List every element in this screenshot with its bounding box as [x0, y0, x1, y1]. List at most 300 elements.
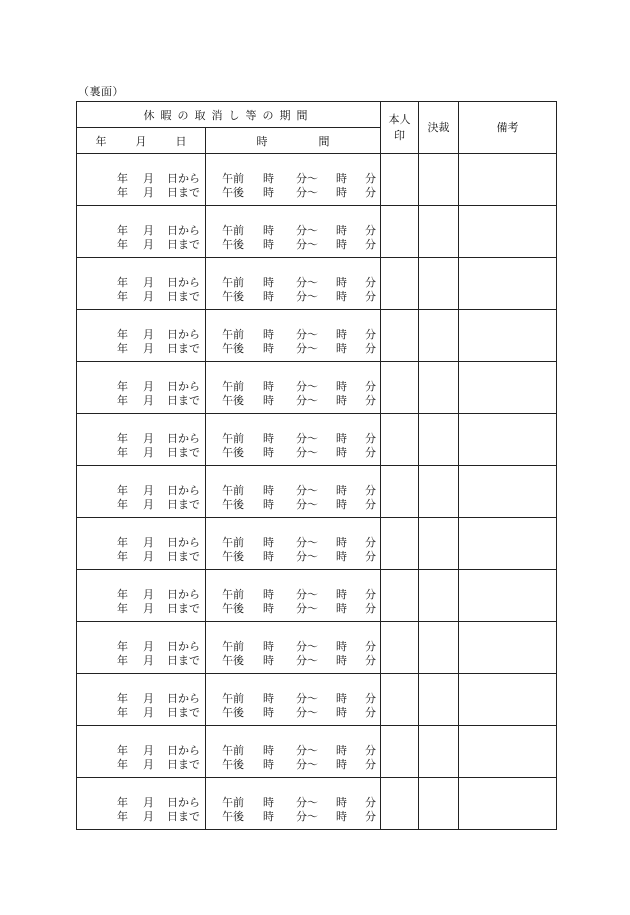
hour-label: 時	[263, 341, 274, 355]
year-label: 年	[117, 223, 128, 237]
minute-label: 分	[365, 445, 376, 459]
hour-label: 時	[336, 171, 347, 185]
minute-label: 分	[365, 393, 376, 407]
minute-tilde-label: 分～	[296, 431, 318, 445]
biko-cell[interactable]	[459, 206, 557, 258]
date-cell	[77, 674, 206, 726]
day-to-label: 日まで	[167, 185, 200, 199]
biko-cell[interactable]	[459, 154, 557, 206]
year-label: 年	[117, 171, 128, 185]
minute-label: 分	[365, 237, 376, 251]
hour-label: 時	[336, 795, 347, 809]
minute-tilde-label: 分～	[296, 757, 318, 771]
day-from-label: 日から	[167, 483, 200, 497]
hour-label: 時	[336, 223, 347, 237]
month-label: 月	[143, 743, 154, 757]
month-label: 月	[143, 171, 154, 185]
month-label: 月	[143, 587, 154, 601]
time-cell	[206, 778, 381, 830]
honnin-in-cell[interactable]	[381, 622, 419, 674]
minute-tilde-label: 分～	[296, 237, 318, 251]
hour-label: 時	[263, 223, 274, 237]
minute-label: 分	[365, 809, 376, 823]
day-from-label: 日から	[167, 171, 200, 185]
honnin-in-cell[interactable]	[381, 206, 419, 258]
hour-label: 時	[336, 445, 347, 459]
pm-label: 午後	[222, 601, 244, 615]
month-label: 月	[143, 483, 154, 497]
date-cell	[77, 466, 206, 518]
am-label: 午前	[222, 483, 244, 497]
hour-label: 時	[336, 237, 347, 251]
day-from-label: 日から	[167, 795, 200, 809]
year-label: 年	[117, 185, 128, 199]
kessai-cell[interactable]	[419, 674, 459, 726]
minute-tilde-label: 分～	[296, 497, 318, 511]
day-to-label: 日まで	[167, 445, 200, 459]
am-label: 午前	[222, 275, 244, 289]
am-label: 午前	[222, 587, 244, 601]
minute-label: 分	[365, 639, 376, 653]
time-cell	[206, 570, 381, 622]
day-from-label: 日から	[167, 223, 200, 237]
minute-tilde-label: 分～	[296, 327, 318, 341]
minute-label: 分	[365, 705, 376, 719]
pm-label: 午後	[222, 705, 244, 719]
honnin-in-cell[interactable]	[381, 466, 419, 518]
hour-label: 時	[336, 691, 347, 705]
day-from-label: 日から	[167, 691, 200, 705]
minute-label: 分	[365, 289, 376, 303]
hour-label: 時	[263, 445, 274, 459]
table-row	[77, 362, 557, 414]
kessai-cell[interactable]	[419, 362, 459, 414]
time-cell	[206, 414, 381, 466]
year-label: 年	[117, 757, 128, 771]
minute-label: 分	[365, 327, 376, 341]
am-label: 午前	[222, 743, 244, 757]
minute-label: 分	[365, 483, 376, 497]
minute-tilde-label: 分～	[296, 171, 318, 185]
hour-label: 時	[263, 327, 274, 341]
honnin-in-cell[interactable]	[381, 258, 419, 310]
hour-label: 時	[263, 757, 274, 771]
am-label: 午前	[222, 639, 244, 653]
table-row	[77, 206, 557, 258]
day-to-label: 日まで	[167, 653, 200, 667]
minute-tilde-label: 分～	[296, 601, 318, 615]
minute-tilde-label: 分～	[296, 809, 318, 823]
hour-label: 時	[263, 431, 274, 445]
time-cell	[206, 362, 381, 414]
hour-label: 時	[336, 639, 347, 653]
honnin-in-cell[interactable]	[381, 726, 419, 778]
time-col-header	[206, 128, 381, 154]
month-label: 月	[143, 795, 154, 809]
time-cell	[206, 622, 381, 674]
hour-label: 時	[263, 639, 274, 653]
honnin-in-cell[interactable]	[381, 154, 419, 206]
minute-label: 分	[365, 223, 376, 237]
biko-cell[interactable]	[459, 466, 557, 518]
minute-label: 分	[365, 379, 376, 393]
date-cell	[77, 778, 206, 830]
pm-label: 午後	[222, 653, 244, 667]
pm-label: 午後	[222, 185, 244, 199]
year-label: 年	[117, 587, 128, 601]
minute-tilde-label: 分～	[296, 289, 318, 303]
hour-label: 時	[263, 549, 274, 563]
pm-label: 午後	[222, 497, 244, 511]
pm-label: 午後	[222, 809, 244, 823]
day-to-label: 日まで	[167, 237, 200, 251]
kan-label: 間	[318, 134, 330, 148]
leave-cancellation-table	[76, 101, 557, 830]
minute-label: 分	[365, 691, 376, 705]
minute-tilde-label: 分～	[296, 535, 318, 549]
pm-label: 午後	[222, 445, 244, 459]
honnin-in-cell[interactable]	[381, 518, 419, 570]
hour-label: 時	[263, 653, 274, 667]
day-from-label: 日から	[167, 275, 200, 289]
day-to-label: 日まで	[167, 497, 200, 511]
hour-label: 時	[263, 483, 274, 497]
year-label: 年	[117, 327, 128, 341]
hour-label: 時	[263, 171, 274, 185]
minute-label: 分	[365, 549, 376, 563]
biko-cell[interactable]	[459, 726, 557, 778]
year-label: 年	[117, 601, 128, 615]
hour-label: 時	[336, 341, 347, 355]
day-from-label: 日から	[167, 587, 200, 601]
day-to-label: 日まで	[167, 393, 200, 407]
kessai-cell[interactable]	[419, 154, 459, 206]
date-cell	[77, 414, 206, 466]
biko-cell[interactable]	[459, 362, 557, 414]
hour-label: 時	[336, 431, 347, 445]
am-label: 午前	[222, 691, 244, 705]
hour-label: 時	[336, 743, 347, 757]
hour-label: 時	[336, 587, 347, 601]
day-to-label: 日まで	[167, 289, 200, 303]
hour-label: 時	[336, 379, 347, 393]
date-col-header	[77, 128, 206, 154]
biko-cell[interactable]	[459, 622, 557, 674]
year-label: 年	[117, 483, 128, 497]
year-label: 年	[117, 535, 128, 549]
honnin-in-cell[interactable]	[381, 362, 419, 414]
year-label: 年	[117, 639, 128, 653]
day-from-label: 日から	[167, 639, 200, 653]
hour-label: 時	[263, 587, 274, 601]
biko-cell[interactable]	[459, 570, 557, 622]
hour-label: 時	[263, 275, 274, 289]
tsuki-label: 月	[135, 134, 147, 148]
month-label: 月	[143, 327, 154, 341]
am-label: 午前	[222, 431, 244, 445]
am-label: 午前	[222, 327, 244, 341]
minute-label: 分	[365, 587, 376, 601]
minute-tilde-label: 分～	[296, 379, 318, 393]
minute-label: 分	[365, 601, 376, 615]
kessai-cell[interactable]	[419, 726, 459, 778]
time-cell	[206, 258, 381, 310]
date-cell	[77, 310, 206, 362]
month-label: 月	[143, 691, 154, 705]
biko-cell[interactable]	[459, 674, 557, 726]
day-to-label: 日まで	[167, 601, 200, 615]
in-label: 印	[394, 128, 405, 142]
biko-header: 備考	[459, 102, 557, 154]
day-to-label: 日まで	[167, 341, 200, 355]
hour-label: 時	[336, 535, 347, 549]
table-row	[77, 778, 557, 830]
pm-label: 午後	[222, 757, 244, 771]
time-cell	[206, 206, 381, 258]
minute-label: 分	[365, 185, 376, 199]
hour-label: 時	[336, 809, 347, 823]
hour-label: 時	[336, 653, 347, 667]
year-label: 年	[117, 237, 128, 251]
date-cell	[77, 726, 206, 778]
hour-label: 時	[263, 601, 274, 615]
biko-cell[interactable]	[459, 414, 557, 466]
year-label: 年	[117, 691, 128, 705]
year-label: 年	[117, 341, 128, 355]
table-row	[77, 570, 557, 622]
year-label: 年	[117, 705, 128, 719]
year-label: 年	[117, 393, 128, 407]
table-row	[77, 622, 557, 674]
minute-tilde-label: 分～	[296, 743, 318, 757]
kessai-cell[interactable]	[419, 466, 459, 518]
hour-label: 時	[263, 185, 274, 199]
month-label: 月	[143, 393, 154, 407]
hour-label: 時	[263, 743, 274, 757]
hour-label: 時	[263, 237, 274, 251]
time-cell	[206, 154, 381, 206]
day-from-label: 日から	[167, 743, 200, 757]
biko-cell[interactable]	[459, 258, 557, 310]
month-label: 月	[143, 639, 154, 653]
hour-label: 時	[336, 327, 347, 341]
honnin-in-cell[interactable]	[381, 310, 419, 362]
month-label: 月	[143, 535, 154, 549]
day-to-label: 日まで	[167, 549, 200, 563]
year-label: 年	[117, 743, 128, 757]
kessai-cell[interactable]	[419, 310, 459, 362]
hour-label: 時	[263, 535, 274, 549]
day-from-label: 日から	[167, 327, 200, 341]
pm-label: 午後	[222, 237, 244, 251]
minute-label: 分	[365, 757, 376, 771]
time-cell	[206, 466, 381, 518]
hour-label: 時	[263, 289, 274, 303]
pm-label: 午後	[222, 289, 244, 303]
honnin-in-cell[interactable]	[381, 674, 419, 726]
day-to-label: 日まで	[167, 809, 200, 823]
time-cell	[206, 310, 381, 362]
kessai-cell[interactable]	[419, 414, 459, 466]
minute-label: 分	[365, 795, 376, 809]
hour-label: 時	[263, 393, 274, 407]
pm-label: 午後	[222, 393, 244, 407]
minute-label: 分	[365, 743, 376, 757]
minute-label: 分	[365, 535, 376, 549]
minute-tilde-label: 分～	[296, 653, 318, 667]
kessai-cell[interactable]	[419, 518, 459, 570]
year-label: 年	[117, 653, 128, 667]
day-to-label: 日まで	[167, 705, 200, 719]
month-label: 月	[143, 275, 154, 289]
kessai-cell[interactable]	[419, 206, 459, 258]
pm-label: 午後	[222, 549, 244, 563]
day-from-label: 日から	[167, 379, 200, 393]
table-row	[77, 310, 557, 362]
hour-label: 時	[336, 483, 347, 497]
day-from-label: 日から	[167, 431, 200, 445]
time-cell	[206, 726, 381, 778]
year-label: 年	[117, 445, 128, 459]
minute-tilde-label: 分～	[296, 393, 318, 407]
kessai-cell[interactable]	[419, 622, 459, 674]
table-row	[77, 726, 557, 778]
hour-label: 時	[263, 691, 274, 705]
table-row	[77, 154, 557, 206]
honnin-label: 本人	[388, 112, 411, 126]
month-label: 月	[143, 237, 154, 251]
minute-label: 分	[365, 341, 376, 355]
month-label: 月	[143, 705, 154, 719]
am-label: 午前	[222, 535, 244, 549]
minute-tilde-label: 分～	[296, 341, 318, 355]
minute-label: 分	[365, 431, 376, 445]
table-row	[77, 258, 557, 310]
kessai-cell[interactable]	[419, 570, 459, 622]
hour-label: 時	[336, 275, 347, 289]
table-row	[77, 518, 557, 570]
hi-label: 日	[175, 134, 187, 148]
hour-label: 時	[336, 757, 347, 771]
hour-label: 時	[336, 185, 347, 199]
month-label: 月	[143, 223, 154, 237]
minute-tilde-label: 分～	[296, 795, 318, 809]
minute-label: 分	[365, 275, 376, 289]
kessai-cell[interactable]	[419, 778, 459, 830]
nen-label: 年	[95, 134, 107, 148]
date-cell	[77, 206, 206, 258]
month-label: 月	[143, 757, 154, 771]
minute-tilde-label: 分～	[296, 483, 318, 497]
hour-label: 時	[336, 705, 347, 719]
minute-label: 分	[365, 171, 376, 185]
year-label: 年	[117, 497, 128, 511]
table-row	[77, 466, 557, 518]
am-label: 午前	[222, 795, 244, 809]
table-row	[77, 414, 557, 466]
month-label: 月	[143, 549, 154, 563]
minute-tilde-label: 分～	[296, 705, 318, 719]
hour-label: 時	[336, 549, 347, 563]
hour-label: 時	[336, 393, 347, 407]
biko-cell[interactable]	[459, 518, 557, 570]
year-label: 年	[117, 431, 128, 445]
day-to-label: 日まで	[167, 757, 200, 771]
month-label: 月	[143, 431, 154, 445]
kessai-header: 決裁	[419, 102, 459, 154]
minute-tilde-label: 分～	[296, 549, 318, 563]
month-label: 月	[143, 445, 154, 459]
honnin-in-cell[interactable]	[381, 414, 419, 466]
day-from-label: 日から	[167, 535, 200, 549]
minute-tilde-label: 分～	[296, 275, 318, 289]
hour-label: 時	[263, 809, 274, 823]
period-header: 休暇の取消し等の期間	[77, 102, 381, 128]
minute-tilde-label: 分～	[296, 223, 318, 237]
minute-tilde-label: 分～	[296, 691, 318, 705]
hour-label: 時	[336, 497, 347, 511]
date-cell	[77, 362, 206, 414]
month-label: 月	[143, 653, 154, 667]
honnin-in-header	[381, 102, 419, 154]
month-label: 月	[143, 809, 154, 823]
honnin-in-cell[interactable]	[381, 570, 419, 622]
kessai-cell[interactable]	[419, 258, 459, 310]
minute-tilde-label: 分～	[296, 445, 318, 459]
hour-label: 時	[263, 379, 274, 393]
year-label: 年	[117, 809, 128, 823]
minute-label: 分	[365, 653, 376, 667]
month-label: 月	[143, 341, 154, 355]
year-label: 年	[117, 549, 128, 563]
am-label: 午前	[222, 379, 244, 393]
biko-cell[interactable]	[459, 778, 557, 830]
month-label: 月	[143, 289, 154, 303]
pm-label: 午後	[222, 341, 244, 355]
hour-label: 時	[336, 601, 347, 615]
minute-label: 分	[365, 497, 376, 511]
hour-label: 時	[263, 497, 274, 511]
minute-tilde-label: 分～	[296, 185, 318, 199]
date-cell	[77, 154, 206, 206]
month-label: 月	[143, 601, 154, 615]
page-side-label: （裏面）	[78, 85, 124, 98]
date-cell	[77, 570, 206, 622]
am-label: 午前	[222, 223, 244, 237]
hour-label: 時	[263, 705, 274, 719]
time-cell	[206, 518, 381, 570]
year-label: 年	[117, 379, 128, 393]
biko-cell[interactable]	[459, 310, 557, 362]
hour-label: 時	[263, 795, 274, 809]
year-label: 年	[117, 275, 128, 289]
minute-tilde-label: 分～	[296, 639, 318, 653]
honnin-in-cell[interactable]	[381, 778, 419, 830]
hour-label: 時	[336, 289, 347, 303]
date-cell	[77, 258, 206, 310]
date-cell	[77, 518, 206, 570]
time-cell	[206, 674, 381, 726]
date-cell	[77, 622, 206, 674]
table-row	[77, 674, 557, 726]
year-label: 年	[117, 289, 128, 303]
am-label: 午前	[222, 171, 244, 185]
minute-tilde-label: 分～	[296, 587, 318, 601]
month-label: 月	[143, 497, 154, 511]
ji-label: 時	[256, 134, 268, 148]
month-label: 月	[143, 185, 154, 199]
year-label: 年	[117, 795, 128, 809]
